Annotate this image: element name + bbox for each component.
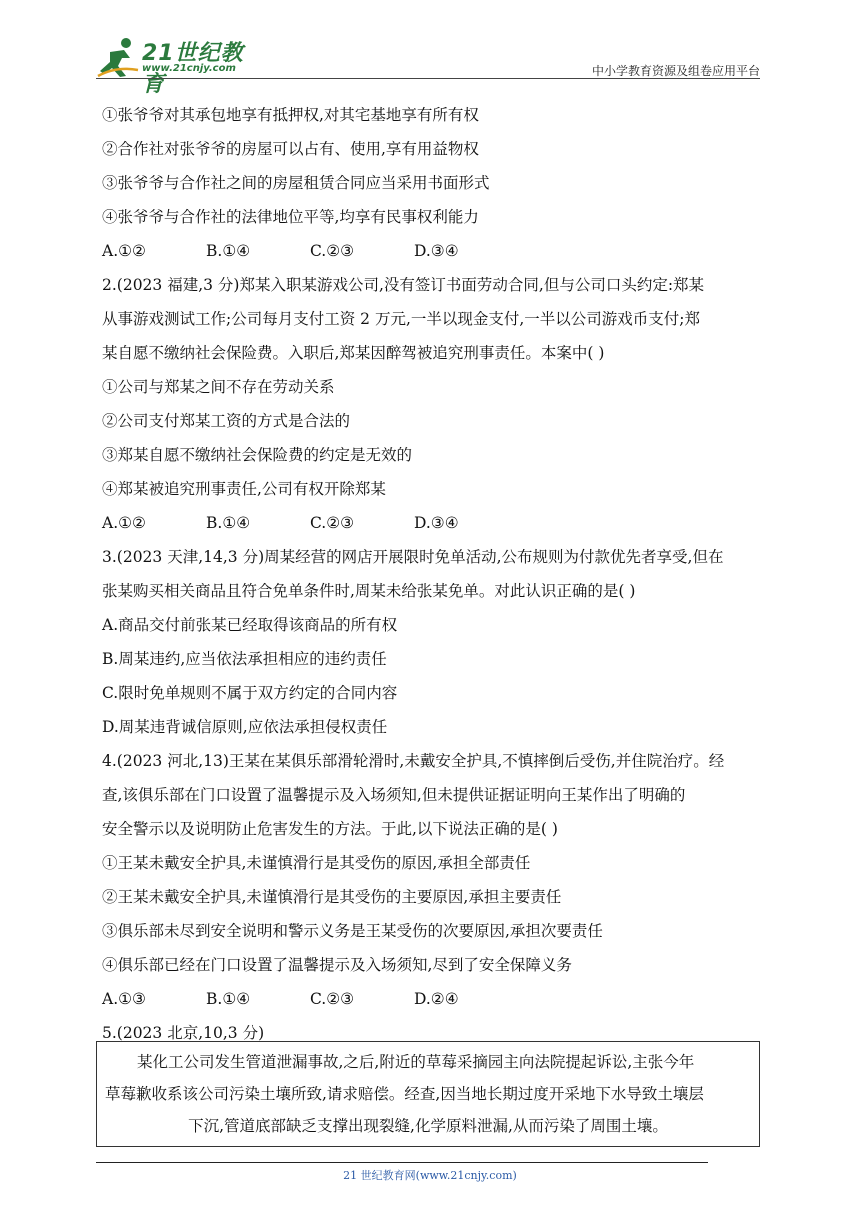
q1-item: ③张爷爷与合作社之间的房屋租赁合同应当采用书面形式 <box>102 174 490 192</box>
q4-option-a[interactable]: A.①③ <box>102 990 146 1008</box>
logo-title: 21世纪教育 <box>142 41 244 97</box>
q4-item: ②王某未戴安全护具,未谨慎滑行是其受伤的主要原因,承担主要责任 <box>102 888 562 906</box>
q2-item: ①公司与郑某之间不存在劳动关系 <box>102 378 335 396</box>
page-header <box>96 36 760 97</box>
site-logo[interactable] <box>96 36 256 97</box>
q2-option-c[interactable]: C.②③ <box>310 514 355 532</box>
q1-item: ①张爷爷对其承包地享有抵押权,对其宅基地享有所有权 <box>102 106 479 124</box>
q5-stem: 5.(2023 北京,10,3 分) <box>102 1024 265 1042</box>
q1-option-b[interactable]: B.①④ <box>206 242 251 260</box>
material-line: 某化工公司发生管道泄漏事故,之后,附近的草莓采摘园主向法院提起诉讼,主张今年 <box>137 1053 695 1071</box>
q2-item: ③郑某自愿不缴纳社会保险费的约定是无效的 <box>102 446 413 464</box>
material-line: 下沉,管道底部缺乏支撑出现裂缝,化学原料泄漏,从而污染了周围土壤。 <box>188 1117 668 1135</box>
q4-stem: 查,该俱乐部在门口设置了温馨提示及入场须知,但未提供证据证明向王某作出了明确的 <box>102 786 686 804</box>
q4-item: ①王某未戴安全护具,未谨慎滑行是其受伤的原因,承担全部责任 <box>102 854 531 872</box>
platform-name: 中小学教育资源及组卷应用平台 <box>591 64 760 78</box>
q1-item: ④张爷爷与合作社的法律地位平等,均享有民事权利能力 <box>102 208 479 226</box>
q1-options <box>102 234 768 268</box>
q1-option-c[interactable]: C.②③ <box>310 242 355 260</box>
q4-stem: 4.(2023 河北,13)王某在某俱乐部滑轮滑时,未戴安全护具,不慎摔倒后受伤,并住院治疗。经 <box>102 752 725 770</box>
q4-item: ④俱乐部已经在门口设置了温馨提示及入场须知,尽到了安全保障义务 <box>102 956 572 974</box>
q2-item: ④郑某被追究刑事责任,公司有权开除郑某 <box>102 480 386 498</box>
q4-item: ③俱乐部未尽到安全说明和警示义务是王某受伤的次要原因,承担次要责任 <box>102 922 603 940</box>
q2-option-b[interactable]: B.①④ <box>206 514 251 532</box>
q1-option-a[interactable]: A.①② <box>102 242 146 260</box>
q4-option-d[interactable]: D.②④ <box>414 990 459 1008</box>
footer-divider <box>96 1162 708 1163</box>
q2-stem: 某自愿不缴纳社会保险费。入职后,郑某因醉驾被追究刑事责任。本案中( ) <box>102 344 605 362</box>
material-line: 草莓歉收系该公司污染土壤所致,请求赔偿。经查,因当地长期过度开采地下水导致土壤层 <box>105 1085 704 1103</box>
q4-stem: 安全警示以及说明防止危害发生的方法。于此,以下说法正确的是( ) <box>102 820 558 838</box>
q3-stem: 3.(2023 天津,14,3 分)周某经营的网店开展限时免单活动,公布规则为付款优先者享受,但在 <box>102 548 724 566</box>
q3-option-d[interactable]: D.周某违背诚信原则,应依法承担侵权责任 <box>102 718 388 736</box>
q3-option-a[interactable]: A.商品交付前张某已经取得该商品的所有权 <box>102 616 398 634</box>
footer-text[interactable]: 21 世纪教育网(www.21cnjy.com) <box>343 1169 517 1182</box>
q5-material-box <box>96 1041 760 1147</box>
q3-option-c[interactable]: C.限时免单规则不属于双方约定的合同内容 <box>102 684 398 702</box>
q1-item: ②合作社对张爷爷的房屋可以占有、使用,享有用益物权 <box>102 140 479 158</box>
q4-option-c[interactable]: C.②③ <box>310 990 355 1008</box>
q4-option-b[interactable]: B.①④ <box>206 990 251 1008</box>
logo-url: www.21cnjy.com <box>142 63 236 74</box>
q4-options <box>102 982 768 1016</box>
runner-logo-icon <box>96 36 140 80</box>
q3-option-b[interactable]: B.周某违约,应当依法承担相应的违约责任 <box>102 650 387 668</box>
q2-options <box>102 506 768 540</box>
q2-stem: 2.(2023 福建,3 分)郑某入职某游戏公司,没有签订书面劳动合同,但与公司口头约定:郑某 <box>102 276 705 294</box>
question-content <box>102 98 768 1050</box>
q2-option-a[interactable]: A.①② <box>102 514 146 532</box>
q2-option-d[interactable]: D.③④ <box>414 514 459 532</box>
q2-stem: 从事游戏测试工作;公司每月支付工资 2 万元,一半以现金支付,一半以公司游戏币支付;郑 <box>102 310 701 328</box>
q2-item: ②公司支付郑某工资的方式是合法的 <box>102 412 351 430</box>
q1-option-d[interactable]: D.③④ <box>414 242 459 260</box>
q3-stem: 张某购买相关商品且符合免单条件时,周某未给张某免单。对此认识正确的是( ) <box>102 582 636 600</box>
header-divider <box>96 78 760 79</box>
